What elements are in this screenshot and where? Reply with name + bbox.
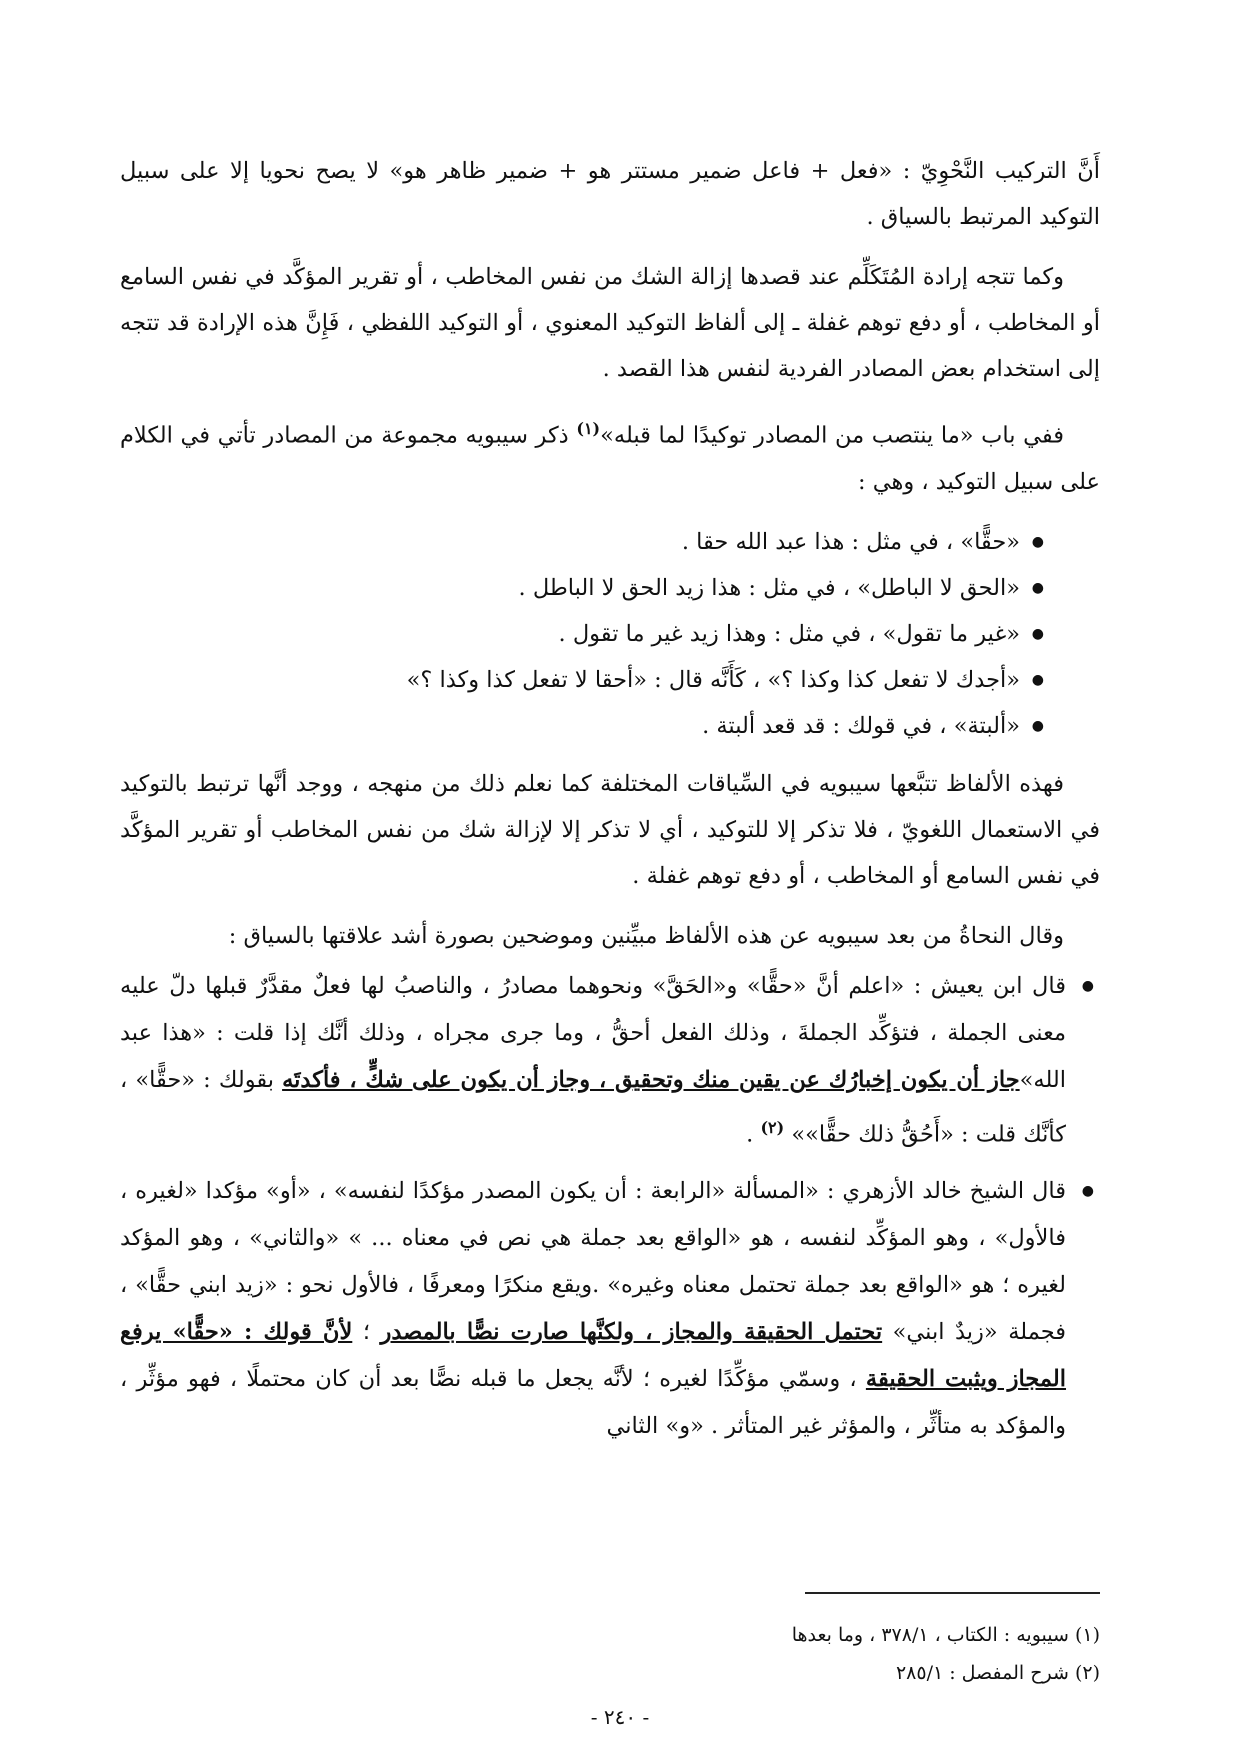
quote2-emphasis-1: تحتمل الحقيقة والمجاز ، ولكنَّها صارت نصًّا بالمصدر	[380, 1319, 883, 1345]
quote1-emphasis: جاز أن يكون إخبارُك عن يقين منك وتحقيق ، وجاز أن يكون على شكٍّ ، فأكدتَه	[282, 1066, 1020, 1093]
page-body	[120, 148, 1100, 1462]
paragraph-2: وكما تتجه إرادة المُتَكَلِّم عند قصدها إزالة الشك من نفس المخاطب ، أو تقرير المؤكَّد في نفس السامع أو المخاطب ، أو دفع توهم غفلة ـ إلى ألفاظ التوكيد المعنوي ، أو التوكيد اللفظي ، فَإِنَّ هذه الإرادة قد تتجه إلى استخدام بعض المصادر الفردية لنفس هذا القصد .	[120, 264, 1100, 382]
paragraph-3-end: ذكر سيبويه مجموعة من المصادر تأتي في الكلام على سبيل التوكيد ، وهي :	[120, 422, 1100, 495]
list-item: ● «حقًّا» ، في مثل : هذا عبد الله حقا .	[120, 519, 1100, 565]
list-item: ● «أجدك لا تفعل كذا وكذا ؟» ، كَأَنَّه قال : «أحقا لا تفعل كذا وكذا ؟»	[120, 657, 1100, 703]
quote2-text-b: ، وسمّي مؤكِّدًا لغيره ؛ لأنَّه يجعل ما قبله نصًّا بعد أن كان محتملًا ، فهو مؤثِّر ، والمؤكد به متأثِّر ، والمؤثر غير المتأثر . «و» الثاني	[120, 1366, 1066, 1439]
quote2-separator: ؛	[362, 1319, 370, 1345]
quote1-tail: .	[746, 1121, 754, 1147]
quote1-text-b: بقولك : «حقًّا» ، كأنَّك قلت : «أَحُقُّ ذلك حقًّا»»	[120, 1066, 1066, 1147]
list-item: ● «ألبتة» ، في قولك : قد قعد ألبتة .	[120, 703, 1100, 749]
quote-azhari	[120, 1168, 1100, 1450]
quote1-text-a: قال ابن يعيش : «اعلم أنَّ «حقًّا» و«الحَقَّ» ونحوهما مصادرُ ، والناصبُ لها فعلٌ مقدَّرٌ قبلها دلّ عليه معنى الجملة ، فتؤكِّد الجملةَ ، وذلك الفعل أحقُّ ، وما جرى مجراه ، وذلك أنَّك إذا قلت : «هذا عبد الله»	[120, 972, 1066, 1093]
examples-list	[120, 519, 1100, 749]
paragraph-intro-quotes: وقال النحاةُ من بعد سيبويه عن هذه الألفاظ مبيِّنين وموضحين بصورة أشد علاقتها بالسياق :	[228, 922, 1064, 949]
paragraph-3	[120, 406, 1100, 505]
list-item: ● «الحق لا الباطل» ، في مثل : هذا زيد الحق لا الباطل .	[120, 565, 1100, 611]
quote-ibn-yaish	[120, 963, 1100, 1159]
footnotes	[120, 1592, 1100, 1692]
quote2-text-a: قال الشيخ خالد الأزهري : «المسألة «الرابعة : أن يكون المصدر مؤكدًا لنفسه» ، «أو» مؤكدا «لغيره ، فالأول» ، وهو المؤكِّد لنفسه ، هو «الواقع بعد جملة هي نص في معناه ... » «والثاني» ، وهو المؤكد لغيره ؛ هو «الواقع بعد جملة تحتمل معناه وغيره» .ويقع منكرًا ومعرفًا ، فالأول نحو : «زيد ابني حقًّا» ، فجملة «زيدٌ ابني»	[120, 1178, 1066, 1345]
paragraph-1: أَنَّ التركيب النَّحْوِيّ : «فعل + فاعل ضمير مستتر هو + ضمير ظاهر هو» لا يصح نحويا إلا على سبيل التوكيد المرتبط بالسياق .	[120, 158, 1100, 230]
footnote-ref-2[interactable]: (٢)	[760, 1117, 785, 1137]
list-item: ● «غير ما تقول» ، في مثل : وهذا زيد غير ما تقول .	[120, 611, 1100, 657]
footnote-ref-1[interactable]: (١)	[576, 419, 601, 438]
footnote-2: (٢) شرح المفصل : ٢٨٥/١	[895, 1662, 1100, 1684]
page-number: - ٢٤٠ -	[590, 1705, 650, 1729]
quote2-emphasis-2: لأنَّ قولك : «حقًّا» يرفع المجاز ويثبت الحقيقة	[120, 1319, 1067, 1392]
footnote-divider	[805, 1592, 1100, 1594]
paragraph-3-start: ففي باب «ما ينتصب من المصادر توكيدًا لما قبله»	[600, 422, 1064, 449]
quotes-list	[120, 963, 1100, 1451]
paragraph-after-list: فهذه الألفاظ تتبَّعها سيبويه في السِّياقات المختلفة كما نعلم ذلك من منهجه ، ووجد أنَّها ترتبط بالتوكيد في الاستعمال اللغويّ ، فلا تذكر إلا للتوكيد ، أي لا تذكر إلا لإزالة شك من نفس المخاطب أو تقرير المؤكَّد في نفس السامع أو المخاطب ، أو دفع توهم غفلة .	[120, 770, 1100, 889]
footnote-1: (١) سيبويه : الكتاب ، ٣٧٨/١ ، وما بعدها	[791, 1624, 1100, 1646]
